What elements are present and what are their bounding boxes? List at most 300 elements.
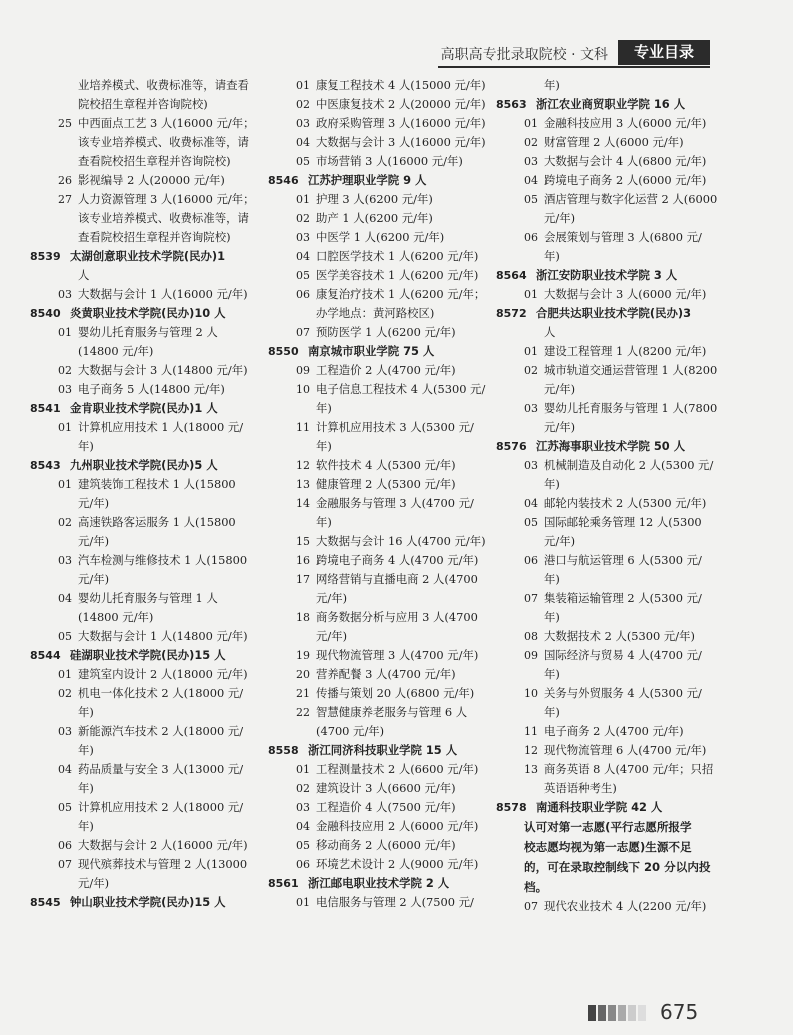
school-name: 合肥共达职业技术学院(民办)3 bbox=[536, 306, 692, 320]
school-code: 8563 bbox=[496, 98, 527, 111]
entry-text: 环境艺术设计 2 人(9000 元/年) bbox=[316, 857, 479, 871]
major-entry bbox=[496, 741, 728, 760]
major-code: 01 bbox=[296, 193, 310, 206]
column-left bbox=[30, 76, 262, 912]
major-entry bbox=[496, 760, 728, 779]
major-code: 17 bbox=[296, 573, 310, 586]
entry-text: 年) bbox=[544, 572, 560, 586]
admission-note bbox=[496, 837, 728, 857]
entry-text: (14800 元/年) bbox=[78, 610, 154, 624]
major-code: 05 bbox=[524, 193, 538, 206]
school-entry bbox=[30, 399, 262, 418]
major-entry bbox=[268, 646, 500, 665]
major-code: 01 bbox=[296, 896, 310, 909]
major-entry bbox=[30, 361, 262, 380]
major-code: 01 bbox=[524, 117, 538, 130]
entry-text: 计算机应用技术 2 人(18000 元/ bbox=[78, 800, 244, 814]
entry-text: 医学美容技术 1 人(6200 元/年) bbox=[316, 268, 479, 282]
school-name: 浙江农业商贸职业学院 16 人 bbox=[536, 97, 686, 111]
entry-text: 大数据与会计 3 人(16000 元/年) bbox=[316, 135, 486, 149]
school-code: 8572 bbox=[496, 307, 527, 320]
major-entry bbox=[496, 114, 728, 133]
major-entry bbox=[268, 285, 500, 304]
school-entry bbox=[268, 874, 500, 893]
major-entry bbox=[30, 171, 262, 190]
school-entry bbox=[30, 304, 262, 323]
entry-text: 护理 3 人(6200 元/年) bbox=[316, 192, 433, 206]
entry-text: 邮轮内装技术 2 人(5300 元/年) bbox=[544, 496, 707, 510]
entry-continuation bbox=[268, 722, 500, 741]
entry-text: 元/年) bbox=[544, 420, 576, 434]
entry-text: 年) bbox=[316, 401, 332, 415]
entry-text: 网络营销与直播电商 2 人(4700 bbox=[316, 572, 478, 586]
major-code: 01 bbox=[58, 478, 72, 491]
major-code: 05 bbox=[296, 839, 310, 852]
header-title: 高职高专批录取院校 · 文科 bbox=[440, 47, 608, 63]
school-code: 8543 bbox=[30, 459, 61, 472]
school-entry bbox=[268, 171, 500, 190]
school-name: 南京城市职业学院 75 人 bbox=[308, 344, 435, 358]
school-code: 8541 bbox=[30, 402, 61, 415]
admission-note bbox=[496, 857, 728, 877]
entry-text: 年) bbox=[544, 477, 560, 491]
entry-continuation bbox=[30, 608, 262, 627]
entry-text: 年) bbox=[544, 249, 560, 263]
entry-text: 档。 bbox=[524, 880, 548, 894]
major-code: 02 bbox=[524, 136, 538, 149]
school-entry bbox=[496, 266, 728, 285]
major-code: 05 bbox=[296, 269, 310, 282]
major-entry bbox=[30, 323, 262, 342]
entry-text: 年) bbox=[544, 667, 560, 681]
entry-continuation bbox=[30, 532, 262, 551]
major-code: 19 bbox=[296, 649, 310, 662]
entry-continuation bbox=[30, 152, 262, 171]
entry-text: 智慧健康养老服务与管理 6 人 bbox=[316, 705, 468, 719]
major-code: 01 bbox=[58, 326, 72, 339]
school-name: 浙江邮电职业技术学院 2 人 bbox=[308, 876, 450, 890]
school-name: 九州职业技术学院(民办)5 人 bbox=[70, 458, 218, 472]
school-name: 太湖创意职业技术学院(民办)1 bbox=[70, 249, 226, 263]
entry-text: 年) bbox=[78, 439, 94, 453]
entry-continuation bbox=[30, 570, 262, 589]
major-entry bbox=[30, 855, 262, 874]
major-code: 09 bbox=[524, 649, 538, 662]
entry-text: 年) bbox=[544, 78, 560, 92]
school-entry bbox=[496, 304, 728, 323]
school-code: 8544 bbox=[30, 649, 61, 662]
entry-text: 口腔医学技术 1 人(6200 元/年) bbox=[316, 249, 479, 263]
major-entry bbox=[496, 190, 728, 209]
entry-text: 工程造价 4 人(7500 元/年) bbox=[316, 800, 456, 814]
major-entry bbox=[268, 380, 500, 399]
entry-text: 大数据与会计 1 人(16000 元/年) bbox=[78, 287, 248, 301]
entry-text: 大数据与会计 1 人(14800 元/年) bbox=[78, 629, 248, 643]
major-code: 04 bbox=[296, 136, 310, 149]
school-entry bbox=[30, 646, 262, 665]
entry-text: 助产 1 人(6200 元/年) bbox=[316, 211, 433, 225]
entry-text: 查看院校招生章程并咨询院校) bbox=[78, 230, 231, 244]
entry-text: 机械制造及自动化 2 人(5300 元/ bbox=[544, 458, 714, 472]
major-entry bbox=[496, 684, 728, 703]
entry-text: 大数据技术 2 人(5300 元/年) bbox=[544, 629, 695, 643]
major-entry bbox=[30, 684, 262, 703]
entry-text: 影视编导 2 人(20000 元/年) bbox=[78, 173, 225, 187]
major-code: 02 bbox=[58, 364, 72, 377]
school-code: 8561 bbox=[268, 877, 299, 890]
major-code: 03 bbox=[296, 231, 310, 244]
entry-text: 中医学 1 人(6200 元/年) bbox=[316, 230, 445, 244]
major-code: 04 bbox=[524, 174, 538, 187]
major-entry bbox=[496, 627, 728, 646]
entry-text: 婴幼儿托育服务与管理 1 人 bbox=[78, 591, 218, 605]
major-entry bbox=[268, 665, 500, 684]
major-entry bbox=[496, 399, 728, 418]
major-code: 06 bbox=[296, 858, 310, 871]
major-code: 12 bbox=[524, 744, 538, 757]
major-code: 06 bbox=[58, 839, 72, 852]
entry-text: 跨境电子商务 4 人(4700 元/年) bbox=[316, 553, 479, 567]
entry-text: 软件技术 4 人(5300 元/年) bbox=[316, 458, 456, 472]
entry-continuation bbox=[30, 266, 262, 285]
entry-text: 康复治疗技术 1 人(6200 元/年； bbox=[316, 287, 486, 301]
major-entry bbox=[268, 684, 500, 703]
major-entry bbox=[30, 114, 262, 133]
major-code: 13 bbox=[296, 478, 310, 491]
entry-text: 国际经济与贸易 4 人(4700 元/ bbox=[544, 648, 702, 662]
entry-text: 元/年) bbox=[316, 629, 348, 643]
major-code: 27 bbox=[58, 193, 72, 206]
school-name: 江苏海事职业技术学院 50 人 bbox=[536, 439, 686, 453]
major-code: 01 bbox=[58, 668, 72, 681]
major-code: 01 bbox=[524, 288, 538, 301]
entry-text: 院校招生章程并咨询院校) bbox=[78, 97, 208, 111]
entry-text: 建筑设计 3 人(6600 元/年) bbox=[316, 781, 456, 795]
entry-text: 建筑装饰工程技术 1 人(15800 bbox=[78, 477, 236, 491]
entry-text: 市场营销 3 人(16000 元/年) bbox=[316, 154, 463, 168]
entry-continuation bbox=[30, 133, 262, 152]
entry-text: 大数据与会计 3 人(14800 元/年) bbox=[78, 363, 248, 377]
entry-text: 金融科技应用 2 人(6000 元/年) bbox=[316, 819, 479, 833]
admission-note bbox=[496, 817, 728, 837]
major-code: 07 bbox=[296, 326, 310, 339]
entry-text: 港口与航运管理 6 人(5300 元/ bbox=[544, 553, 702, 567]
entry-text: 国际邮轮乘务管理 12 人(5300 bbox=[544, 515, 702, 529]
major-entry bbox=[496, 513, 728, 532]
major-entry bbox=[268, 228, 500, 247]
major-code: 01 bbox=[524, 345, 538, 358]
major-entry bbox=[268, 190, 500, 209]
footer-decoration bbox=[588, 1005, 648, 1021]
entry-text: 婴幼儿托育服务与管理 1 人(7800 bbox=[544, 401, 718, 415]
major-entry bbox=[268, 152, 500, 171]
major-code: 11 bbox=[296, 421, 310, 434]
major-code: 01 bbox=[58, 421, 72, 434]
school-entry bbox=[30, 893, 262, 912]
entry-text: 计算机应用技术 1 人(18000 元/ bbox=[78, 420, 244, 434]
major-code: 07 bbox=[58, 858, 72, 871]
entry-continuation bbox=[268, 304, 500, 323]
entry-text: 政府采购管理 3 人(16000 元/年) bbox=[316, 116, 486, 130]
school-code: 8558 bbox=[268, 744, 299, 757]
school-name: 浙江安防职业技术学院 3 人 bbox=[536, 268, 678, 282]
entry-text: 健康管理 2 人(5300 元/年) bbox=[316, 477, 456, 491]
school-code: 8576 bbox=[496, 440, 527, 453]
entry-text: (4700 元/年) bbox=[316, 724, 385, 738]
entry-text: 年) bbox=[78, 705, 94, 719]
entry-continuation bbox=[30, 741, 262, 760]
entry-text: 建设工程管理 1 人(8200 元/年) bbox=[544, 344, 707, 358]
major-code: 05 bbox=[58, 630, 72, 643]
major-entry bbox=[30, 589, 262, 608]
school-code: 8564 bbox=[496, 269, 527, 282]
entry-continuation bbox=[30, 95, 262, 114]
entry-continuation bbox=[496, 76, 728, 95]
entry-continuation bbox=[268, 589, 500, 608]
major-code: 12 bbox=[296, 459, 310, 472]
entry-text: 年) bbox=[78, 819, 94, 833]
entry-text: 年) bbox=[544, 610, 560, 624]
major-code: 01 bbox=[296, 763, 310, 776]
major-code: 22 bbox=[296, 706, 310, 719]
school-entry bbox=[30, 247, 262, 266]
school-entry bbox=[496, 798, 728, 817]
entry-text: 该专业培养模式、收费标准等，请 bbox=[78, 211, 249, 225]
major-entry bbox=[496, 152, 728, 171]
entry-continuation bbox=[496, 570, 728, 589]
entry-text: 现代殡葬技术与管理 2 人(13000 bbox=[78, 857, 248, 871]
school-code: 8540 bbox=[30, 307, 61, 320]
major-code: 02 bbox=[296, 782, 310, 795]
column-right bbox=[496, 76, 728, 916]
school-name: 南通科技职业学院 42 人 bbox=[536, 800, 663, 814]
entry-text: 元/年) bbox=[316, 591, 348, 605]
major-entry bbox=[268, 76, 500, 95]
entry-text: 集装箱运输管理 2 人(5300 元/ bbox=[544, 591, 702, 605]
entry-text: 商务英语 8 人(4700 元/年；只招 bbox=[544, 762, 714, 776]
major-entry bbox=[30, 190, 262, 209]
major-entry bbox=[496, 342, 728, 361]
entry-text: 工程造价 2 人(4700 元/年) bbox=[316, 363, 456, 377]
entry-continuation bbox=[30, 494, 262, 513]
major-entry bbox=[268, 703, 500, 722]
page-edge bbox=[793, 0, 800, 1035]
major-code: 07 bbox=[524, 900, 538, 913]
entry-text: 现代物流管理 6 人(4700 元/年) bbox=[544, 743, 707, 757]
entry-text: 查看院校招生章程并咨询院校) bbox=[78, 154, 231, 168]
entry-text: 人力资源管理 3 人(16000 元/年； bbox=[78, 192, 255, 206]
entry-text: 药品质量与安全 3 人(13000 元/ bbox=[78, 762, 244, 776]
major-code: 09 bbox=[296, 364, 310, 377]
entry-text: 康复工程技术 4 人(15000 元/年) bbox=[316, 78, 486, 92]
major-entry bbox=[496, 494, 728, 513]
school-name: 浙江同济科技职业学院 15 人 bbox=[308, 743, 458, 757]
major-code: 18 bbox=[296, 611, 310, 624]
entry-text: 金融服务与管理 3 人(4700 元/ bbox=[316, 496, 474, 510]
entry-text: 计算机应用技术 3 人(5300 元/ bbox=[316, 420, 474, 434]
major-entry bbox=[30, 722, 262, 741]
entry-text: 高速铁路客运服务 1 人(15800 bbox=[78, 515, 236, 529]
major-code: 02 bbox=[58, 687, 72, 700]
entry-text: 建筑室内设计 2 人(18000 元/年) bbox=[78, 667, 248, 681]
major-entry bbox=[30, 380, 262, 399]
entry-continuation bbox=[30, 874, 262, 893]
entry-continuation bbox=[496, 380, 728, 399]
entry-continuation bbox=[30, 76, 262, 95]
major-code: 04 bbox=[58, 763, 72, 776]
school-code: 8545 bbox=[30, 896, 61, 909]
entry-text: 新能源汽车技术 2 人(18000 元/ bbox=[78, 724, 244, 738]
entry-text: 该专业培养模式、收费标准等，请 bbox=[78, 135, 249, 149]
school-name: 炎黄职业技术学院(民办)10 人 bbox=[70, 306, 226, 320]
major-entry bbox=[268, 760, 500, 779]
entry-text: 酒店管理与数字化运营 2 人(6000 bbox=[544, 192, 718, 206]
major-entry bbox=[496, 897, 728, 916]
entry-text: 电子商务 2 人(4700 元/年) bbox=[544, 724, 684, 738]
entry-continuation bbox=[496, 418, 728, 437]
entry-text: 会展策划与管理 3 人(6800 元/ bbox=[544, 230, 702, 244]
entry-text: 汽车检测与维修技术 1 人(15800 bbox=[78, 553, 248, 567]
entry-text: 大数据与会计 16 人(4700 元/年) bbox=[316, 534, 486, 548]
entry-text: 大数据与会计 2 人(16000 元/年) bbox=[78, 838, 248, 852]
major-code: 02 bbox=[296, 98, 310, 111]
admission-note bbox=[496, 877, 728, 897]
major-code: 14 bbox=[296, 497, 310, 510]
major-entry bbox=[30, 665, 262, 684]
entry-text: 金融科技应用 3 人(6000 元/年) bbox=[544, 116, 707, 130]
major-code: 03 bbox=[296, 801, 310, 814]
entry-text: 的，可在录取控制线下 20 分以内投 bbox=[524, 860, 711, 874]
entry-continuation bbox=[30, 779, 262, 798]
entry-continuation bbox=[496, 532, 728, 551]
major-entry bbox=[268, 247, 500, 266]
major-entry bbox=[30, 836, 262, 855]
major-entry bbox=[268, 779, 500, 798]
major-entry bbox=[268, 836, 500, 855]
entry-continuation bbox=[496, 665, 728, 684]
major-entry bbox=[268, 266, 500, 285]
entry-text: 办学地点：黄河路校区) bbox=[316, 306, 435, 320]
major-entry bbox=[268, 893, 500, 912]
major-code: 02 bbox=[524, 364, 538, 377]
entry-text: 工程测量技术 2 人(6600 元/年) bbox=[316, 762, 479, 776]
major-code: 25 bbox=[58, 117, 72, 130]
major-entry bbox=[268, 323, 500, 342]
major-entry bbox=[268, 133, 500, 152]
entry-text: 年) bbox=[78, 743, 94, 757]
entry-text: 关务与外贸服务 4 人(5300 元/ bbox=[544, 686, 702, 700]
school-entry bbox=[30, 456, 262, 475]
header-rule bbox=[438, 66, 710, 68]
major-code: 11 bbox=[524, 725, 538, 738]
major-entry bbox=[496, 228, 728, 247]
major-entry bbox=[496, 456, 728, 475]
entry-continuation bbox=[30, 209, 262, 228]
school-entry bbox=[268, 342, 500, 361]
major-entry bbox=[30, 475, 262, 494]
major-entry bbox=[268, 114, 500, 133]
major-entry bbox=[268, 95, 500, 114]
major-entry bbox=[268, 855, 500, 874]
major-entry bbox=[496, 646, 728, 665]
entry-continuation bbox=[30, 437, 262, 456]
entry-text: 元/年) bbox=[78, 876, 110, 890]
entry-text: 机电一体化技术 2 人(18000 元/ bbox=[78, 686, 244, 700]
entry-text: 营养配餐 3 人(4700 元/年) bbox=[316, 667, 456, 681]
entry-text: 元/年) bbox=[544, 382, 576, 396]
entry-continuation bbox=[30, 703, 262, 722]
entry-continuation bbox=[268, 513, 500, 532]
entry-continuation bbox=[496, 247, 728, 266]
major-entry bbox=[268, 608, 500, 627]
major-code: 15 bbox=[296, 535, 310, 548]
entry-text: 电子信息工程技术 4 人(5300 元/ bbox=[316, 382, 486, 396]
major-entry bbox=[268, 494, 500, 513]
major-entry bbox=[268, 418, 500, 437]
entry-text: 元/年) bbox=[544, 211, 576, 225]
major-code: 05 bbox=[524, 516, 538, 529]
entry-text: 大数据与会计 4 人(6800 元/年) bbox=[544, 154, 707, 168]
major-code: 04 bbox=[524, 497, 538, 510]
entry-text: 中西面点工艺 3 人(16000 元/年； bbox=[78, 116, 255, 130]
entry-text: 元/年) bbox=[78, 496, 110, 510]
major-entry bbox=[268, 798, 500, 817]
entry-continuation bbox=[30, 817, 262, 836]
major-code: 03 bbox=[58, 383, 72, 396]
major-code: 10 bbox=[524, 687, 538, 700]
entry-text: 年) bbox=[544, 705, 560, 719]
entry-text: 业培养模式、收费标准等，请查看 bbox=[78, 78, 249, 92]
major-entry bbox=[30, 551, 262, 570]
major-code: 02 bbox=[296, 212, 310, 225]
major-code: 20 bbox=[296, 668, 310, 681]
entry-text: 财富管理 2 人(6000 元/年) bbox=[544, 135, 684, 149]
entry-text: (14800 元/年) bbox=[78, 344, 154, 358]
entry-text: 年) bbox=[316, 439, 332, 453]
entry-text: 婴幼儿托育服务与管理 2 人 bbox=[78, 325, 218, 339]
entry-text: 人 bbox=[78, 268, 90, 282]
entry-text: 校志愿均视为第一志愿)生源不足 bbox=[524, 840, 692, 854]
entry-text: 元/年) bbox=[544, 534, 576, 548]
major-code: 06 bbox=[524, 231, 538, 244]
school-name: 钟山职业技术学院(民办)15 人 bbox=[70, 895, 226, 909]
entry-continuation bbox=[30, 342, 262, 361]
major-code: 04 bbox=[296, 820, 310, 833]
entry-text: 英语语种考生) bbox=[544, 781, 617, 795]
major-entry bbox=[496, 133, 728, 152]
major-code: 04 bbox=[296, 250, 310, 263]
major-entry bbox=[496, 171, 728, 190]
major-entry bbox=[30, 285, 262, 304]
major-code: 13 bbox=[524, 763, 538, 776]
major-code: 01 bbox=[296, 79, 310, 92]
entry-text: 大数据与会计 3 人(6000 元/年) bbox=[544, 287, 707, 301]
major-entry bbox=[268, 361, 500, 380]
major-code: 05 bbox=[296, 155, 310, 168]
major-code: 26 bbox=[58, 174, 72, 187]
entry-text: 电子商务 5 人(14800 元/年) bbox=[78, 382, 225, 396]
major-code: 02 bbox=[58, 516, 72, 529]
major-entry bbox=[30, 760, 262, 779]
entry-text: 认可对第一志愿(平行志愿所报学 bbox=[524, 820, 692, 834]
entry-continuation bbox=[268, 437, 500, 456]
entry-text: 跨境电子商务 2 人(6000 元/年) bbox=[544, 173, 707, 187]
major-code: 03 bbox=[524, 402, 538, 415]
entry-text: 现代农业技术 4 人(2200 元/年) bbox=[544, 899, 707, 913]
major-entry bbox=[268, 817, 500, 836]
school-entry bbox=[496, 437, 728, 456]
school-name: 江苏护理职业学院 9 人 bbox=[308, 173, 427, 187]
